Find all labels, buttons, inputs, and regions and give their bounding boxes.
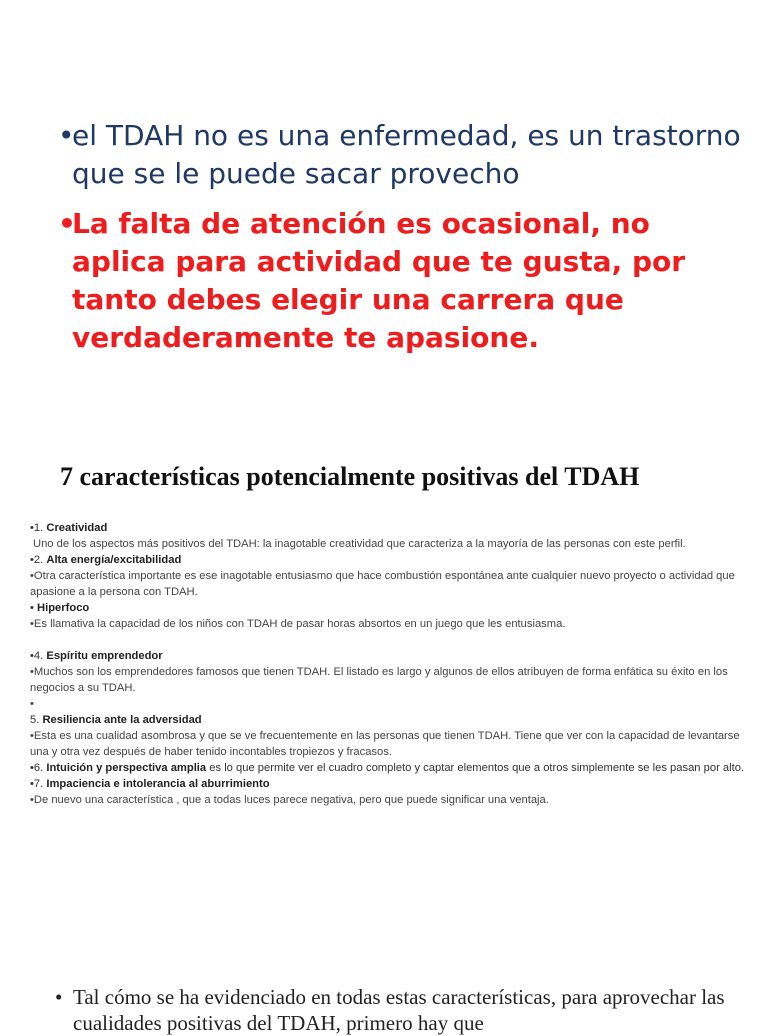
list-item-title: •1. Creatividad (30, 522, 108, 534)
item-title: Creatividad (46, 522, 108, 534)
bullet-tdah-not-disease (58, 117, 748, 193)
item-desc-inline: es lo que permite ver el cuadro completo y captar elementos que a otros simplemente se les pasan por alto. (206, 762, 745, 774)
list-item-title: • Hiperfoco (30, 602, 90, 614)
item-title: Alta energía/excitabilidad (46, 554, 182, 566)
list-item-title: •2. Alta energía/excitabilidad (30, 554, 182, 566)
bullet-marker: • (55, 985, 63, 1009)
bullet-marker: • (58, 119, 75, 152)
list-item-title: •7. Impaciencia e intolerancia al aburrimiento (30, 778, 270, 790)
list-item-desc: •De nuevo una característica , que a todas luces parece negativa, pero que puede significar una ventaja. (30, 794, 549, 806)
list-item-desc: •Otra característica importante es ese inagotable entusiasmo que hace combustión espontánea ante cualquier nuevo proyecto o actividad que apasione a la persona con TDAH. (30, 570, 735, 598)
list-item-desc: •Esta es una cualidad asombrosa y que se ve frecuentemente en las personas que tienen TDAH. Tiene que ver con la capacidad de levantarse una y otra vez después de haber tenido incontables tropiezos y fracasos. (30, 730, 740, 758)
list-item-desc: •Muchos son los emprendedores famosos que tienen TDAH. El listado es largo y algunos de ellos atribuyen de forma enfática su éxito en los negocios a su TDAH. (30, 666, 728, 694)
list-item-empty-bullet: • (30, 698, 34, 710)
item-title: Hiperfoco (37, 602, 90, 614)
list-item-desc: Uno de los aspectos más positivos del TDAH: la inagotable creatividad que caracteriza a la mayoría de las personas con este perfil. (33, 538, 686, 550)
list-item-title: •6. Intuición y perspectiva amplia es lo que permite ver el cuadro completo y captar elementos que a otros simplemente se les pasan por alto. (30, 762, 745, 774)
list-item-title: 5. Resiliencia ante la adversidad (30, 714, 202, 726)
item-title: Impaciencia e intolerancia al aburrimiento (46, 778, 270, 790)
bottom-bullet (55, 984, 755, 1036)
bullet-text: el TDAH no es una enfermedad, es un trastorno que se le puede sacar provecho (72, 119, 741, 190)
item-title: Espíritu emprendedor (46, 650, 163, 662)
section-heading: 7 características potencialmente positivas del TDAH (60, 462, 640, 491)
list-item-title: •4. Espíritu emprendedor (30, 650, 163, 662)
bullet-marker: • (58, 207, 76, 240)
bullet-text: Tal cómo se ha evidenciado en todas estas características, para aprovechar las cualidades positivas del TDAH, primero hay que (73, 985, 725, 1035)
list-item-desc: •Es llamativa la capacidad de los niños con TDAH de pasar horas absortos en un juego que les entusiasma. (30, 618, 566, 630)
characteristics-list (30, 520, 755, 808)
item-title: Intuición y perspectiva amplia (46, 762, 207, 774)
slide-top (0, 0, 768, 400)
bullet-attention (58, 205, 748, 357)
item-title: Resiliencia ante la adversidad (42, 714, 202, 726)
bullet-text: La falta de atención es ocasional, no aplica para actividad que te gusta, por tanto debes elegir una carrera que verdaderamente te apasione. (72, 207, 686, 354)
